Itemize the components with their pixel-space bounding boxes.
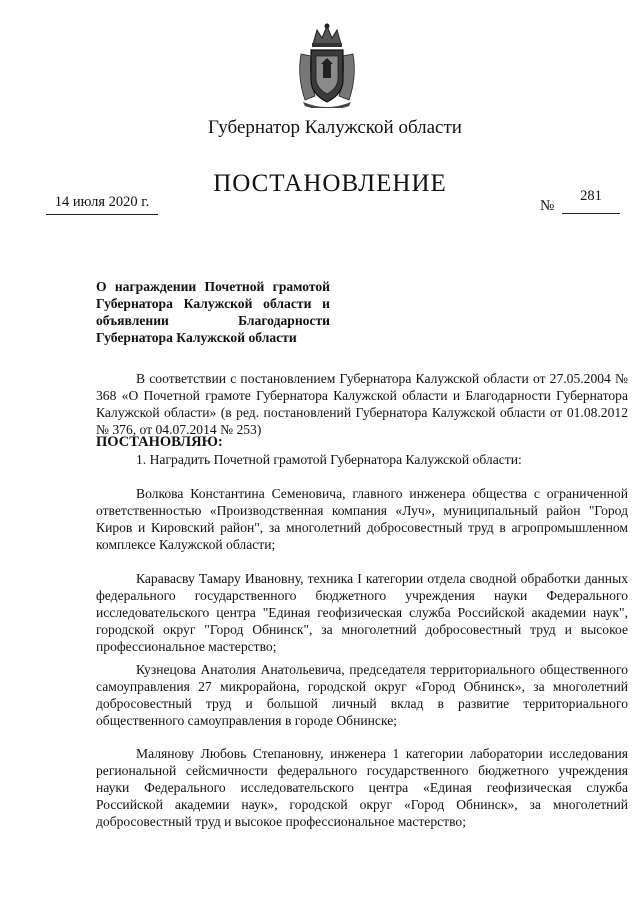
document-date: 14 июля 2020 г.: [46, 194, 158, 215]
awardee-paragraph: Малянову Любовь Степановну, инженера 1 категории лаборатории исследования региональной сейсмичности федерального государственного бюджетного учреждения науки Федерального исследовательского центра «Единая геофизическая служба Российской академии наук», городской округ «Город Обнинск», за многолетний добросовестный труд и высокое профессиональное мастерство;: [96, 746, 628, 829]
awardee-paragraph: Кузнецова Анатолия Анатольевича, председателя территориального общественного самоуправления 27 микрорайона, городской округ «Город Обнинск», за многолетний добросовестный труд и большой личный вклад в развитие территориального общественного самоуправления в городе Обнинске;: [96, 662, 628, 728]
number-sign: №: [540, 198, 555, 214]
awardee-paragraph: Каравасву Тамару Ивановну, техника I категории отдела сводной обработки данных федерального государственного бюджетного учреждения науки Федерального исследовательского центра "Единая геофизическая служба Российской академии наук", городской округ "Город Обнинск", за многолетний добросовестный труд и высокое профессиональное мастерство;: [96, 571, 628, 654]
preamble-paragraph: В соответствии с постановлением Губернатора Калужской области от 27.05.2004 № 368 «О Почетной грамоте Губернатора Калужской области и Благодарности Губернатора Калужской области» (в ред. постановлений Губернатора Калужской области от 01.08.2012 № 376, от 04.07.2014 № 253): [96, 371, 628, 437]
document-number: [540, 188, 620, 214]
decree-word: ПОСТАНОВЛЯЮ:: [96, 434, 223, 450]
awardee-paragraph: Волкова Константина Семеновича, главного инженера общества с ограниченной ответственностью «Производственная компания «Луч», муниципальный район "Город Киров и Кировский район", за многолетний добросовестный труд в агропромышленном комплексе Калужской области;: [96, 486, 628, 552]
document-subject: О награждении Почетной грамотой Губернатора Калужской области и объявлении Благодарности Губернатора Калужской области: [96, 279, 330, 345]
kaluga-coat-of-arms-icon: [295, 22, 359, 108]
item-1-heading: 1. Наградить Почетной грамотой Губернатора Калужской области:: [136, 452, 522, 467]
number-value: 281: [562, 188, 620, 214]
issuing-authority: Губернатор Калужской области: [208, 117, 462, 138]
document-type-title: ПОСТАНОВЛЕНИЕ: [213, 170, 447, 197]
